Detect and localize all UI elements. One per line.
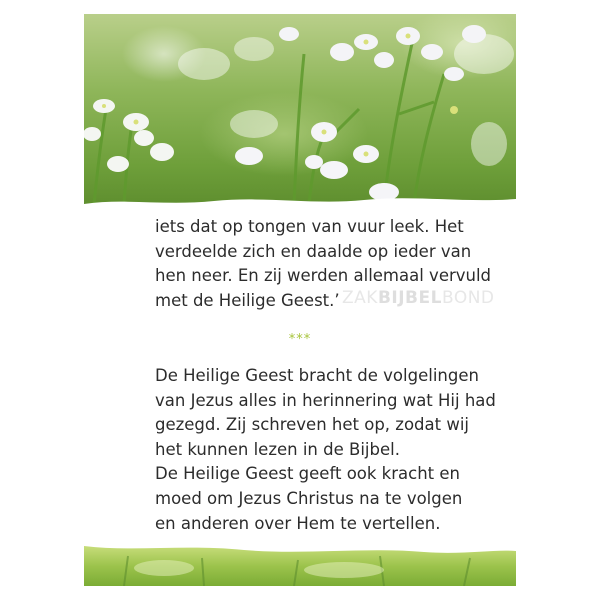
paragraph-2-line: De Heilige Geest geeft ook kracht en [155, 464, 460, 484]
paragraph-1-line: hen neer. En zij werden allemaal vervuld [155, 266, 492, 286]
paragraph-2-line: gezegd. Zij schreven het op, zodat wij [155, 415, 470, 435]
paragraph-1-line: iets dat op tongen van vuur leek. Het [155, 217, 464, 236]
watermark-part-1: ZAK [342, 288, 378, 308]
section-separator: *** [288, 332, 312, 347]
book-page [84, 14, 516, 586]
publisher-watermark [342, 288, 495, 308]
grass-illustration [84, 546, 516, 586]
paragraph-2 [155, 364, 515, 536]
flower-photo-top [84, 14, 516, 204]
grass-photo-bottom [84, 546, 516, 586]
paragraph-2-line: De Heilige Geest bracht de volgelingen [155, 366, 479, 385]
watermark-part-3: BOND [441, 288, 495, 308]
paragraph-1-line: verdeelde zich en daalde op ieder van [155, 241, 472, 261]
paragraph-2-line: moed om Jezus Christus na te volgen [155, 488, 463, 508]
flower-illustration [84, 14, 516, 204]
paper-tear-edge [84, 184, 516, 214]
paragraph-2-line: het kunnen lezen in de Bijbel. [155, 439, 400, 459]
paragraph-1-line: met de Heilige Geest.’ [155, 290, 340, 310]
watermark-part-2: BIJBEL [377, 288, 442, 308]
paragraph-2-line: van Jezus alles in herinnering wat Hij had [155, 390, 496, 410]
paragraph-2-line: en anderen over Hem te vertellen. [155, 513, 441, 533]
